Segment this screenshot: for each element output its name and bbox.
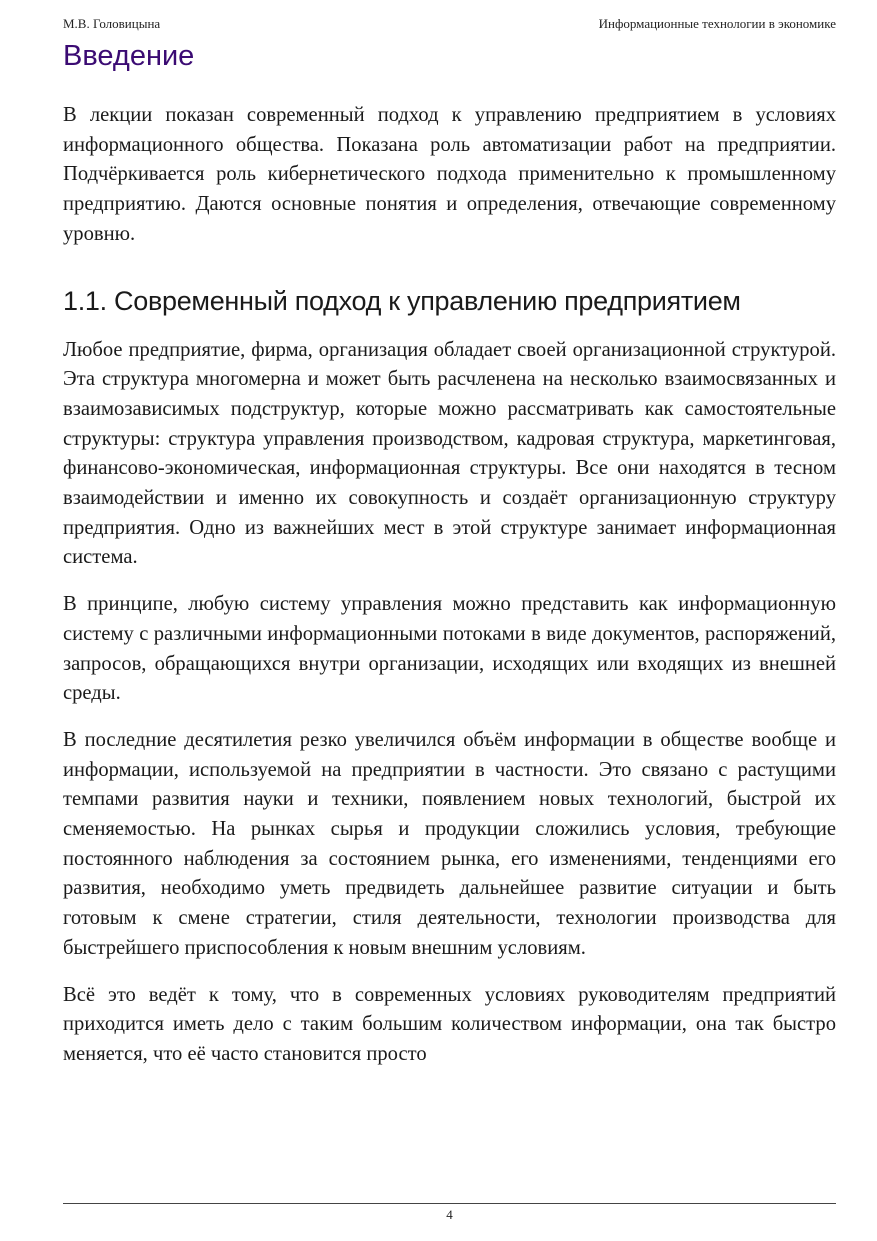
page-footer	[63, 1203, 836, 1223]
section-heading: 1.1. Современный подход к управлению предприятием	[63, 285, 741, 316]
page-number: 4	[446, 1207, 453, 1222]
running-title: Информационные технологии в экономике	[598, 16, 836, 31]
intro-title: Введение	[63, 40, 195, 72]
intro-paragraph: В лекции показан современный подход к управлению предприятием в условиях информационного общества. Показана роль автоматизации работ на предприятии. Подчёркивается роль кибернетического подхода применительно к промышленному предприятию. Даются основные понятия и определения, отвечающие современному уровню.	[63, 104, 836, 245]
page-header	[63, 16, 836, 36]
author-name: М.В. Головицына	[63, 16, 161, 31]
section-paragraph: Любое предприятие, фирма, организация обладает своей организационной структурой. Эта структура многомерна и может быть расчленена на несколько взаимосвязанных и взаимозависимых подструктур, которые можно рассматривать как самостоятельные структуры: структура управления производством, кадровая структура, маркетинговая, финансово-экономическая, информационная структуры. Все они находятся в тесном взаимодействии и именно их совокупность и создаёт организационную структуру предприятия. Одно из важнейших мест в этой структуре занимает информационная система.	[63, 338, 836, 569]
section-paragraph: В принципе, любую систему управления можно представить как информационную систему с различными информационными потоками в виде документов, распоряжений, запросов, обращающихся внутри организации, исходящих или входящих из внешней среды.	[63, 593, 836, 705]
section-paragraph: В последние десятилетия резко увеличился объём информации в обществе вообще и информации, используемой на предприятии в частности. Это связано с растущими темпами развития науки и техники, появлением новых технологий, быстрой их сменяемостью. На рынках сырья и продукции сложились условия, требующие постоянного наблюдения за состоянием рынка, его изменениями, тенденциями его развития, необходимо уметь предвидеть дальнейшее развитие ситуации и быть готовым к смене стратегии, стиля деятельности, технологии производства для быстрейшего приспособления к новым внешним условиям.	[63, 728, 836, 959]
section-paragraph: Всё это ведёт к тому, что в современных условиях руководителям предприятий приходится иметь дело с таким большим количеством информации, она так быстро меняется, что её часто становится просто	[63, 983, 836, 1065]
page-content	[63, 36, 836, 1070]
